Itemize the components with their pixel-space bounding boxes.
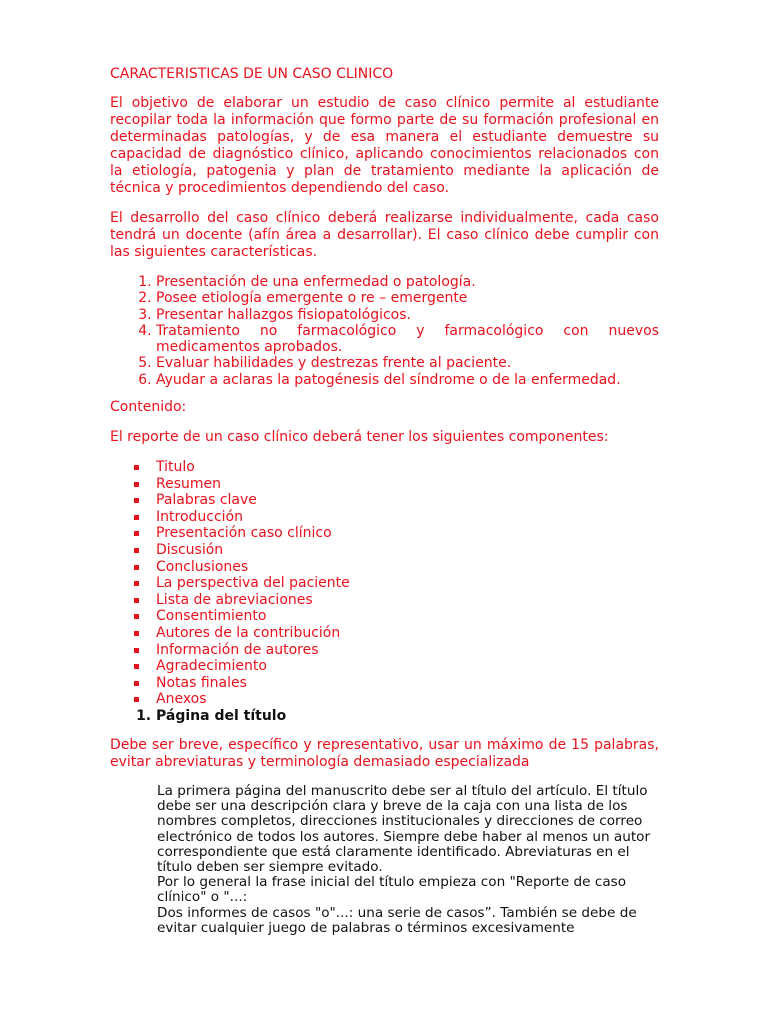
list-item-label: La perspectiva del paciente <box>156 575 350 592</box>
square-bullet-icon <box>134 681 139 686</box>
list-item-label: Notas finales <box>156 674 247 691</box>
list-item <box>156 658 659 675</box>
list-item-label: Resumen <box>156 475 222 492</box>
square-bullet-icon <box>134 531 139 536</box>
list-item-label: Consentimiento <box>156 608 267 625</box>
list-item <box>156 542 659 559</box>
square-bullet-icon <box>134 631 139 636</box>
section-heading: 1. Página del título <box>156 708 659 725</box>
section-heading-list <box>110 708 659 725</box>
list-item <box>156 492 659 509</box>
list-item <box>156 525 659 542</box>
section-body-paragraph: Dos informes de casos "o"...: una serie de casos”. También se debe de evitar cualquier juego de palabras o términos excesivamente <box>157 904 637 936</box>
characteristics-list <box>110 274 659 388</box>
list-item <box>156 575 659 592</box>
list-item-label: Información de autores <box>156 641 319 658</box>
list-item-label: Introducción <box>156 508 243 525</box>
list-item-label: Anexos <box>156 691 207 708</box>
document-title: CARACTERISTICAS DE UN CASO CLINICO <box>110 66 394 82</box>
contenido-label: Contenido: <box>110 399 187 416</box>
list-item: 4. Tratamiento no farmacológico y farmacológico con nuevos medicamentos aprobados. <box>156 323 659 356</box>
list-item-label: Presentación caso clínico <box>156 525 332 542</box>
development-paragraph: El desarrollo del caso clínico deberá realizarse individualmente, cada caso tendrá un docente (afín área a desarrollar). El caso clínico debe cumplir con las siguientes características. <box>110 210 659 260</box>
list-item <box>156 476 659 493</box>
list-item: 2. Posee etiología emergente o re – emergente <box>156 290 659 306</box>
list-item: 6. Ayudar a aclaras la patogénesis del síndrome o de la enfermedad. <box>156 372 659 388</box>
list-item-label: Palabras clave <box>156 492 257 509</box>
square-bullet-icon <box>134 598 139 603</box>
intro-paragraph: El objetivo de elaborar un estudio de caso clínico permite al estudiante recopilar toda la información que formo parte de su formación profesional en determinadas patologías, y de esa manera el estudiante demuestre su capacidad de diagnóstico clínico, aplicando conocimientos relacionados con la etiología, patogenia y plan de tratamiento mediante la aplicación de técnica y procedimientos dependiendo del caso. <box>110 95 659 196</box>
section-body <box>157 784 659 936</box>
list-item: 3. Presentar hallazgos fisiopatológicos. <box>156 307 659 323</box>
section-body-paragraph: Por lo general la frase inicial del título empieza con "Reporte de caso clínico" o "...: <box>157 874 627 906</box>
list-item <box>156 642 659 659</box>
square-bullet-icon <box>134 648 139 653</box>
square-bullet-icon <box>134 581 139 586</box>
list-item-label: Lista de abreviaciones <box>156 591 313 608</box>
list-item-label: Agradecimiento <box>156 658 267 675</box>
square-bullet-icon <box>134 565 139 570</box>
list-item <box>156 691 659 708</box>
square-bullet-icon <box>134 548 139 553</box>
list-item-label: Autores de la contribución <box>156 625 341 642</box>
square-bullet-icon <box>134 664 139 669</box>
list-item <box>156 459 659 476</box>
list-item-label: Titulo <box>156 459 195 476</box>
list-item-label: Discusión <box>156 542 224 559</box>
list-item: 1. Presentación de una enfermedad o patología. <box>156 274 659 290</box>
section-body-paragraph: La primera página del manuscrito debe ser al título del artículo. El título debe ser una descripción clara y breve de la caja con una lista de los nombres completos, direcciones institucionales y direcciones de correo electrónico de todos los autores. Siempre debe haber al menos un autor correspondiente que está claramente identificado. Abreviaturas en el título deben ser siempre evitado. <box>157 782 651 875</box>
list-item <box>156 559 659 576</box>
document-page <box>110 66 659 936</box>
list-item <box>156 625 659 642</box>
list-item <box>156 592 659 609</box>
components-list <box>110 459 659 708</box>
square-bullet-icon <box>134 498 139 503</box>
section-paragraph: Debe ser breve, específico y representativo, usar un máximo de 15 palabras, evitar abreviaturas y terminología demasiado especializada <box>110 736 659 770</box>
square-bullet-icon <box>134 697 139 702</box>
square-bullet-icon <box>134 482 139 487</box>
list-item-label: Conclusiones <box>156 558 249 575</box>
square-bullet-icon <box>134 465 139 470</box>
list-item <box>156 608 659 625</box>
list-item <box>156 509 659 526</box>
list-item <box>156 675 659 692</box>
components-intro: El reporte de un caso clínico deberá tener los siguientes componentes: <box>110 429 609 446</box>
square-bullet-icon <box>134 614 139 619</box>
list-item: 5. Evaluar habilidades y destrezas frente al paciente. <box>156 355 659 371</box>
square-bullet-icon <box>134 515 139 520</box>
